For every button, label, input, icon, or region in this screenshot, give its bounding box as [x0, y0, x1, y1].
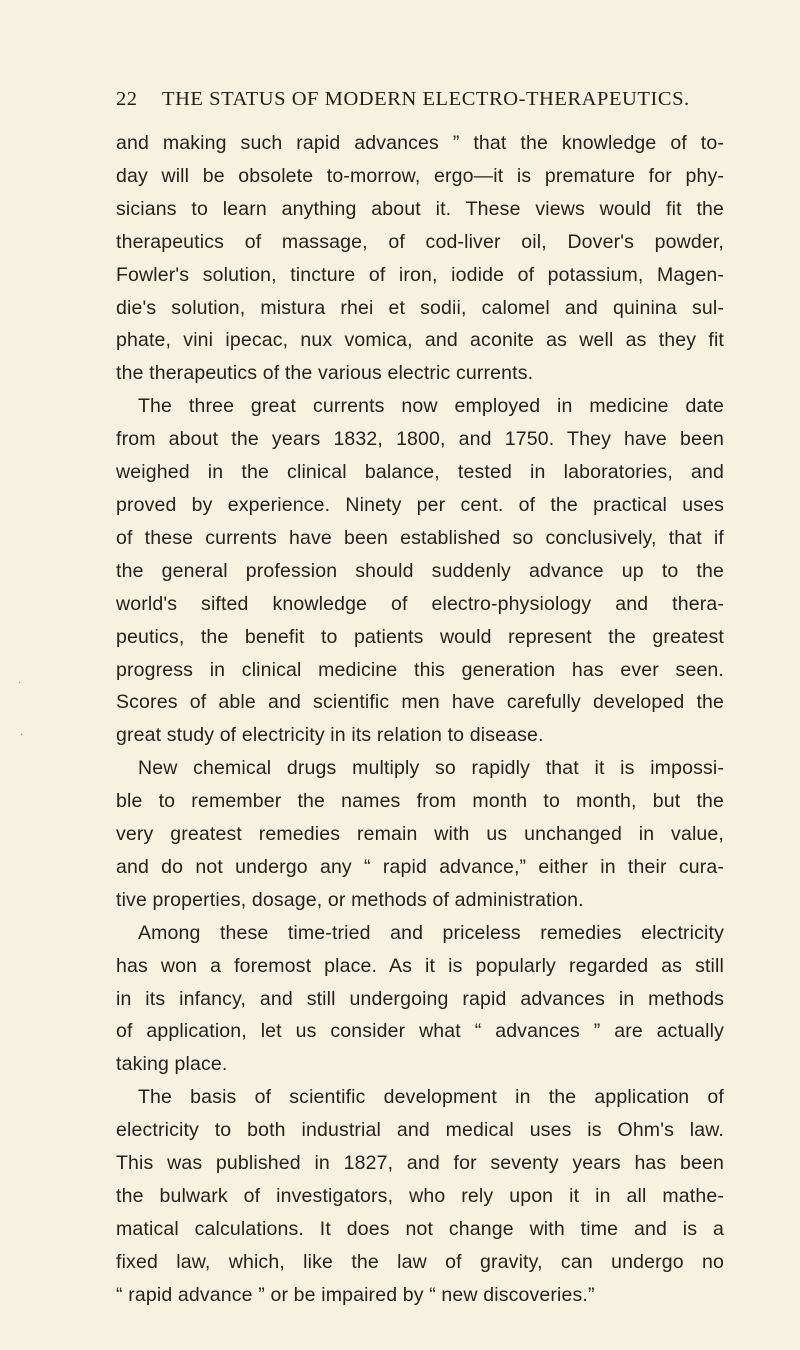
text-line: phate, vini ipecac, nux vomica, and aconite as well as they fit: [116, 329, 724, 352]
text-line: taking place.: [116, 1053, 228, 1076]
text-line: Scores of able and scientific men have carefully developed the: [116, 691, 724, 714]
text-line: the bulwark of investigators, who rely upon it in all mathe-: [116, 1185, 724, 1207]
text-line: New chemical drugs multiply so rapidly that it is impossi-: [138, 757, 724, 780]
running-head: [116, 88, 724, 111]
text-line: and making such rapid advances ” that the knowledge of to-: [116, 132, 724, 154]
text-line: in its infancy, and still undergoing rapid advances in methods: [116, 987, 724, 1010]
text-line: great study of electricity in its relation to disease.: [116, 724, 544, 747]
body-text: [116, 127, 724, 1312]
text-line: ble to remember the names from month to month, but the: [116, 790, 724, 813]
text-line: This was published in 1827, and for seventy years has been: [116, 1152, 724, 1175]
margin-mark: ·: [20, 730, 24, 741]
page-number: 22: [116, 88, 138, 110]
text-line: sicians to learn anything about it. These views would fit the: [116, 197, 724, 220]
text-line: electricity to both industrial and medical uses is Ohm's law.: [116, 1119, 724, 1142]
text-line: day will be obsolete to-morrow, ergo—it is premature for phy-: [116, 164, 724, 187]
text-line: of these currents have been established so conclusively, that if: [116, 526, 724, 549]
text-line: tive properties, dosage, or methods of administration.: [116, 888, 584, 911]
text-line: the therapeutics of the various electric currents.: [116, 362, 534, 385]
text-line: world's sifted knowledge of electro-physiology and thera-: [116, 592, 724, 615]
text-line: very greatest remedies remain with us unchanged in value,: [116, 823, 724, 846]
margin-mark: ·: [18, 678, 22, 689]
text-line: therapeutics of massage, of cod-liver oil, Dover's powder,: [116, 230, 724, 253]
text-line: progress in clinical medicine this generation has ever seen.: [116, 658, 724, 681]
text-line: and do not undergo any “ rapid advance,” either in their cura-: [116, 855, 724, 878]
text-line: matical calculations. It does not change with time and is a: [116, 1217, 724, 1240]
text-line: Among these time-tried and priceless remedies electricity: [138, 921, 724, 944]
text-line: peutics, the benefit to patients would represent the greatest: [116, 625, 724, 648]
text-line: has won a foremost place. As it is popularly regarded as still: [116, 954, 724, 977]
text-line: of application, let us consider what “ advances ” are actually: [116, 1020, 724, 1043]
text-line: The three great currents now employed in medicine date: [138, 395, 724, 418]
running-title: THE STATUS OF MODERN ELECTRO-THERAPEUTICS.: [162, 88, 690, 110]
text-line: Fowler's solution, tincture of iron, iodide of potassium, Magen-: [116, 263, 724, 286]
text-line: The basis of scientific development in the application of: [138, 1086, 724, 1109]
text-line: proved by experience. Ninety per cent. of the practical uses: [116, 493, 724, 516]
text-line: die's solution, mistura rhei et sodii, calomel and quinina sul-: [116, 296, 724, 319]
text-line: “ rapid advance ” or be impaired by “ new discoveries.”: [116, 1283, 595, 1306]
text-line: weighed in the clinical balance, tested in laboratories, and: [116, 461, 724, 484]
text-line: the general profession should suddenly advance up to the: [116, 559, 724, 582]
text-line: fixed law, which, like the law of gravity, can undergo no: [116, 1250, 724, 1273]
text-line: from about the years 1832, 1800, and 1750. They have been: [116, 428, 724, 451]
